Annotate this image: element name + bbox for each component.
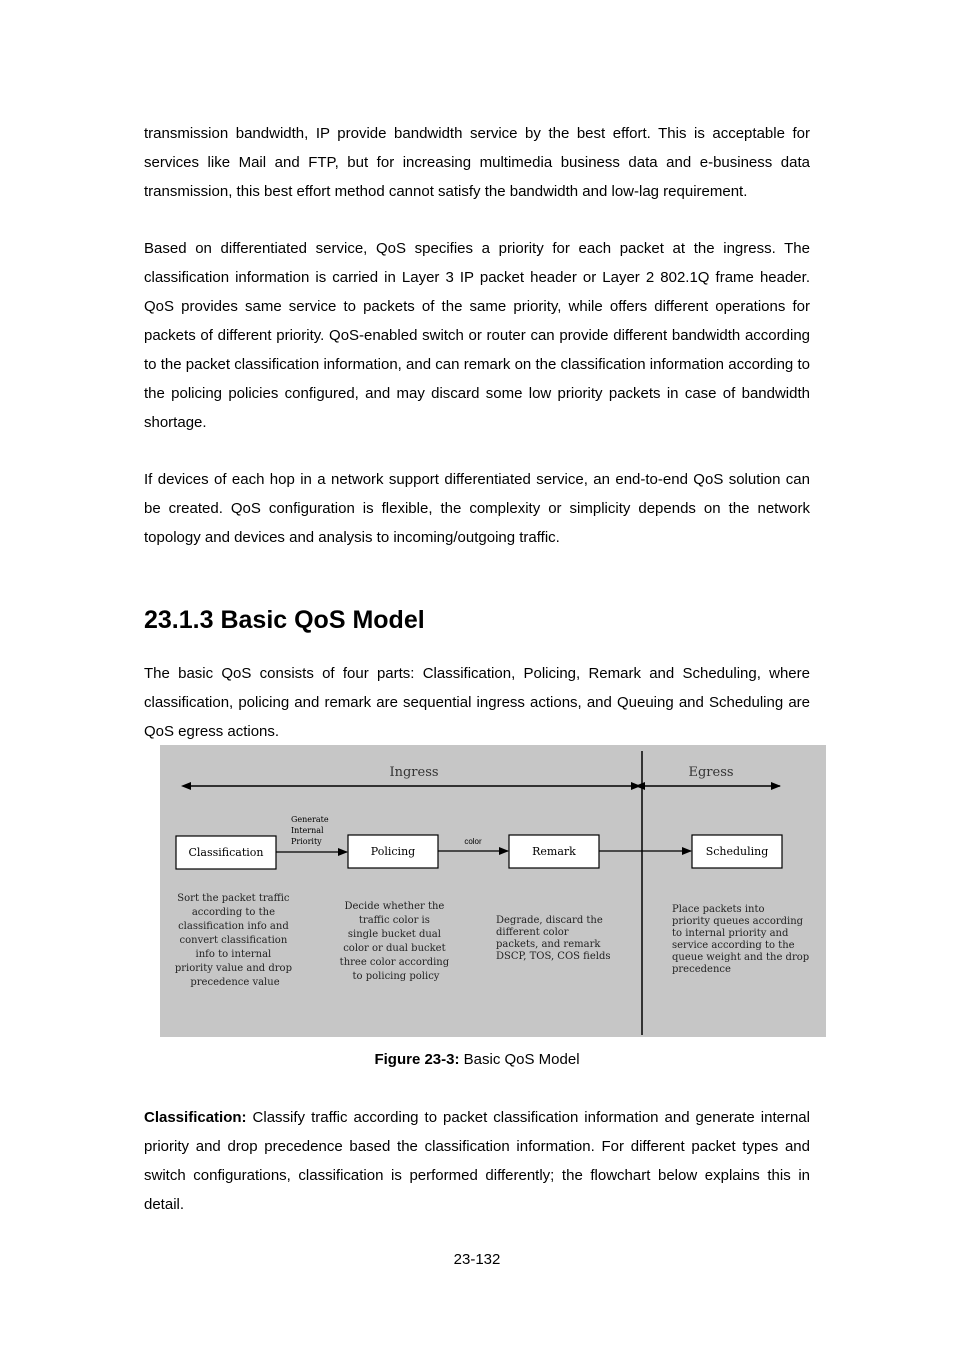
figure-caption [0,1050,954,1070]
qos-model-figure [160,745,826,1037]
generate-internal-priority-label: Generate Internal Priority [291,815,329,846]
classification-description: Sort the packet traffic according to the classification info and convert classification info to internal priority value and drop precedence value [174,893,292,988]
ingress-label: Ingress [389,765,439,780]
qos-model-diagram [160,745,826,1037]
paragraph-classification [144,1103,810,1219]
paragraph-end-to-end: If devices of each hop in a network support differentiated service, an end-to-end QoS solution can be created. QoS configuration is flexible, the complexity or simplicity depends on the network topology and devices and analysis to incoming/outgoing traffic. [144,471,810,546]
classification-text: Classify traffic according to packet classification information and generate internal priority and drop precedence based the classification information. For different packet types and switch configurations, classification is performed differently; the flowchart below explains this in detail. [144,1109,810,1213]
section-heading: 23.1.3 Basic QoS Model [144,606,425,634]
figure-caption-text: Basic QoS Model [459,1051,580,1068]
classification-box-label: Classification [188,846,264,859]
paragraph-bandwidth: transmission bandwidth, IP provide bandwidth service by the best effort. This is acceptable for services like Mail and FTP, but for increasing multimedia business data and e-business data transmission, this best effort method cannot satisfy the bandwidth and low-lag requirement. [144,125,810,200]
policing-description: Decide whether the traffic color is single bucket dual color or dual bucket three color according to policing policy [339,901,450,982]
remark-description: Degrade, discard the different color packets, and remark DSCP, TOS, COS fields [496,915,611,962]
paragraph-differentiated-service: Based on differentiated service, QoS specifies a priority for each packet at the ingress. The classification information is carried in Layer 3 IP packet header or Layer 2 802.1Q frame header. QoS provides same service to packets of the same priority, while offers different operations for packets of different priority. QoS-enabled switch or router can provide different bandwidth according to the packet classification information, and can remark on the classification information according to the policing policies configured, and may discard some low priority packets in case of bandwidth shortage. [144,240,810,431]
figure-caption-label: Figure 23-3: [374,1051,460,1068]
scheduling-description: Place packets into priority queues according to internal priority and service according to the queue weight and the drop precedence [672,904,810,975]
scheduling-box-label: Scheduling [705,845,769,858]
color-label: color [464,837,482,846]
remark-box-label: Remark [532,845,576,858]
policing-box-label: Policing [370,845,416,858]
egress-label: Egress [688,765,734,780]
classification-term: Classification: [144,1109,247,1126]
page-number: 23-132 [453,1251,501,1268]
paragraph-qos-intro: The basic QoS consists of four parts: Classification, Policing, Remark and Scheduling, where classification, policing and remark are sequential ingress actions, and Queuing and Scheduling are QoS egress actions. [144,665,810,740]
